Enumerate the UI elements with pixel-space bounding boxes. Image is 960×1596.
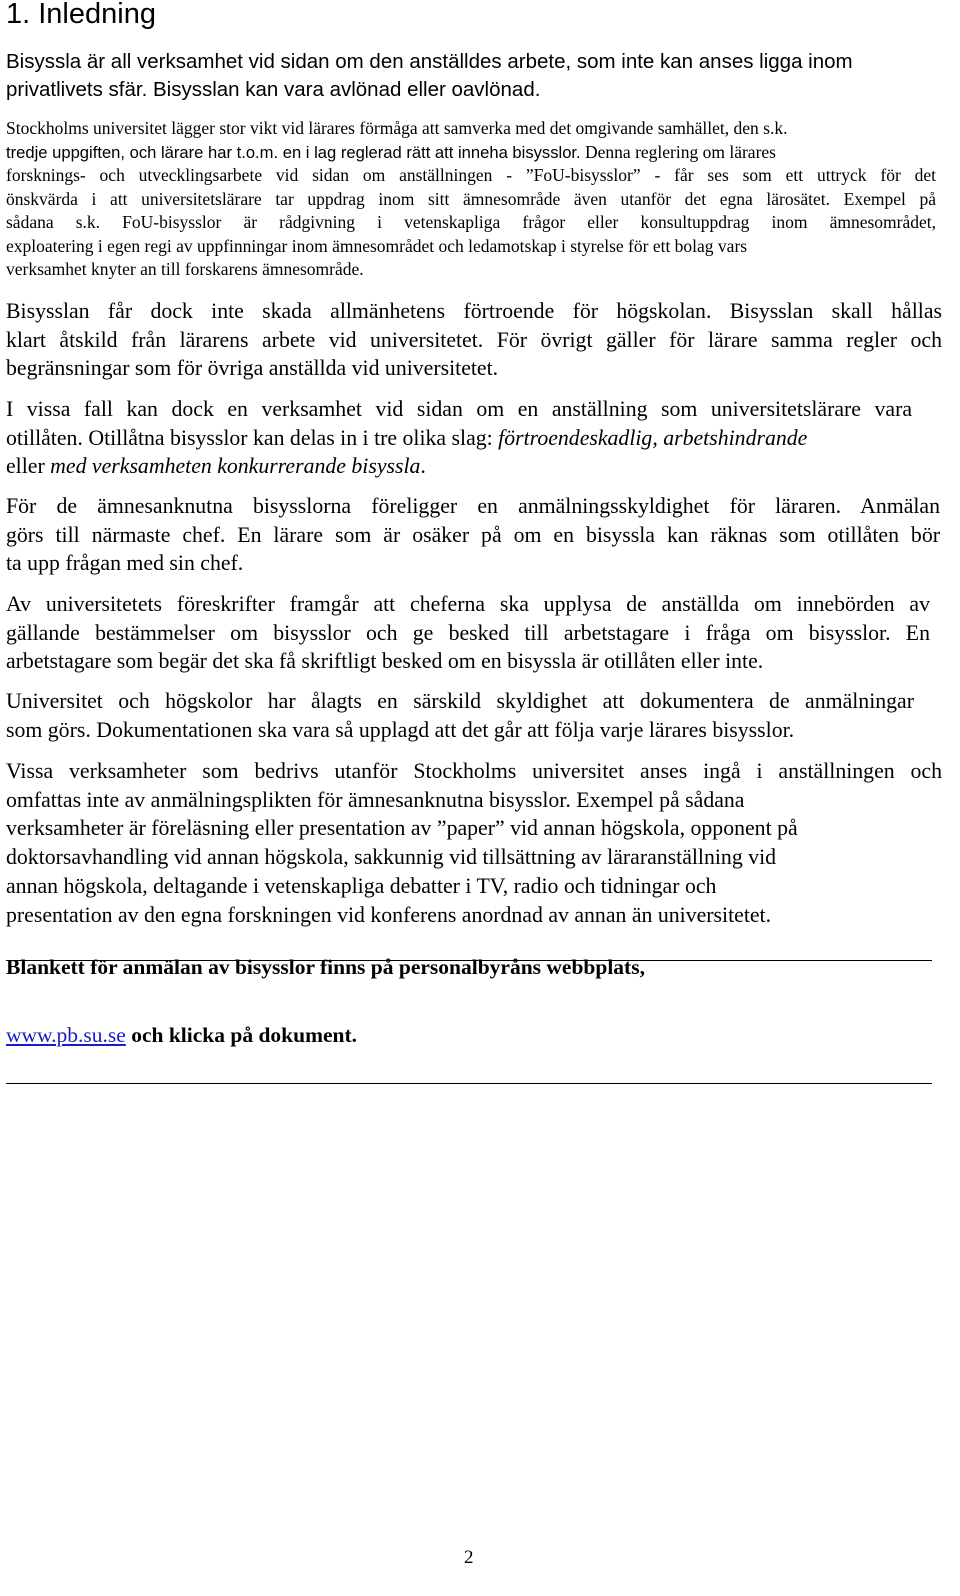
paragraph-line: verksamheter är föreläsning eller presentation av ”paper” vid annan högskola, opponent på [6, 816, 798, 841]
paragraph-notification [6, 492, 940, 578]
section-heading: 1. Inledning [6, 0, 156, 30]
form-notice: Blankett för anmälan av bisysslor finns på personalbyråns webbplats, [6, 955, 645, 979]
paragraph-line: görs till närmaste chef. En lärare som är osäker på om en bisyssla kan räknas som otillåten bör [6, 522, 940, 547]
paragraph-line: Bisysslan får dock inte skada allmänhetens förtroende för högskolan. Bisysslan skall hållas [6, 299, 942, 323]
fou-line-sans-part: tredje uppgiften, och lärare har t.o.m. en i lag reglerad rätt att inneha bisysslor. [6, 142, 581, 162]
intro-line: Bisyssla är all verksamhet vid sidan om den anställdes arbete, som inte kan anses ligga inom [6, 50, 853, 73]
paragraph-line: Vissa verksamheter som bedrivs utanför Stockholms universitet anses ingå i anställningen och [6, 759, 942, 783]
intro-paragraph [6, 48, 926, 104]
paragraph-line: arbetstagare som begär det ska få skriftligt besked om en bisyssla är otillåten eller inte. [6, 649, 764, 674]
paragraph-line: presentation av den egna forskningen vid konferens anordnad av annan än universitetet. [6, 902, 772, 927]
paragraph-documentation [6, 687, 914, 744]
paragraph-text: otillåten. Otillåtna bisysslor kan delas in i tre olika slag: [6, 425, 499, 450]
fou-line: forsknings- och utvecklingsarbete vid sidan om anställningen - ”FoU-bisysslor” - får ses som ett uttryck för det [6, 165, 936, 185]
fou-line: exploatering i egen regi av uppfinningar inom ämnesområdet och ledamotskap i styrelse för ett bolag vars [6, 235, 748, 256]
fou-line: Stockholms universitet lägger stor vikt vid lärares förmåga att samverka med det omgivande samhället, den s.k. [6, 118, 788, 138]
paragraph-line: omfattas inte av anmälningsplikten för ämnesanknutna bisysslor. Exempel på sådana [6, 787, 745, 812]
paragraph-line: annan högskola, deltagande i vetenskapliga debatter i TV, radio och tidningar och [6, 873, 717, 898]
form-notice-link-line [6, 1021, 357, 1049]
fou-line [6, 141, 936, 165]
paragraph-line: gällande bestämmelser om bisysslor och ge besked till arbetstagare i fråga om bisysslor. En [6, 620, 930, 645]
paragraph-line: I vissa fall kan dock en verksamhet vid sidan om en anställning som universitetslärare vara [6, 397, 912, 421]
paragraph-regulations [6, 590, 930, 676]
paragraph-trust [6, 297, 942, 383]
fou-line: önskvärda i att universitetslärare tar uppdrag inom sitt ämnesområde även utanför det egna lärosätet. Exempel på [6, 188, 936, 209]
paragraph-line: Av universitetets föreskrifter framgår att cheferna ska upplysa de anställda om innebörden av [6, 592, 930, 616]
paragraph-line: doktorsavhandling vid annan högskola, sakkunnig vid tillsättning av läraranställning vid [6, 845, 777, 870]
form-notice-rest: och klicka på dokument. [125, 1023, 358, 1047]
paragraph-line: som görs. Dokumentationen ska vara så upplagd att det går att följa varje lärares bisysslor. [6, 717, 795, 742]
paragraph-line: Universitet och högskolor har ålagts en särskild skyldighet att dokumentera de anmälningar [6, 689, 914, 713]
fou-line-rest: Denna reglering om lärares [580, 141, 776, 162]
separator-line [6, 1083, 932, 1084]
paragraph-exceptions [6, 757, 942, 929]
fou-line: verksamhet knyter an till forskarens ämnesområde. [6, 259, 364, 279]
paragraph-forbidden [6, 395, 912, 481]
paragraph-text: . [420, 454, 426, 479]
emphasis-text: förtroendeskadlig, arbetshindrande [498, 425, 808, 450]
paragraph-line [6, 452, 912, 481]
paragraph-line: ta upp frågan med sin chef. [6, 551, 244, 576]
fou-line: sådana s.k. FoU-bisysslor är rådgivning i vetenskapliga frågor eller konsultuppdrag inom ämnesområdet, [6, 212, 936, 232]
intro-line: privatlivets sfär. Bisysslan kan vara avlönad eller oavlönad. [6, 78, 541, 101]
personnel-website-link[interactable]: www.pb.su.se [6, 1023, 126, 1047]
paragraph-text: eller [6, 454, 51, 479]
emphasis-text: med verksamheten konkurrerande bisyssla [50, 454, 421, 479]
page-number: 2 [464, 1547, 474, 1568]
paragraph-line: klart åtskild från lärarens arbete vid universitetet. För övrigt gäller för lärare samma regler och [6, 327, 942, 352]
paragraph-line [6, 424, 912, 453]
paragraph-line: begränsningar som för övriga anställda vid universitetet. [6, 356, 499, 381]
paragraph-line: För de ämnesanknutna bisysslorna föreligger en anmälningsskyldighet för läraren. Anmälan [6, 494, 940, 518]
fou-paragraph [6, 117, 936, 282]
